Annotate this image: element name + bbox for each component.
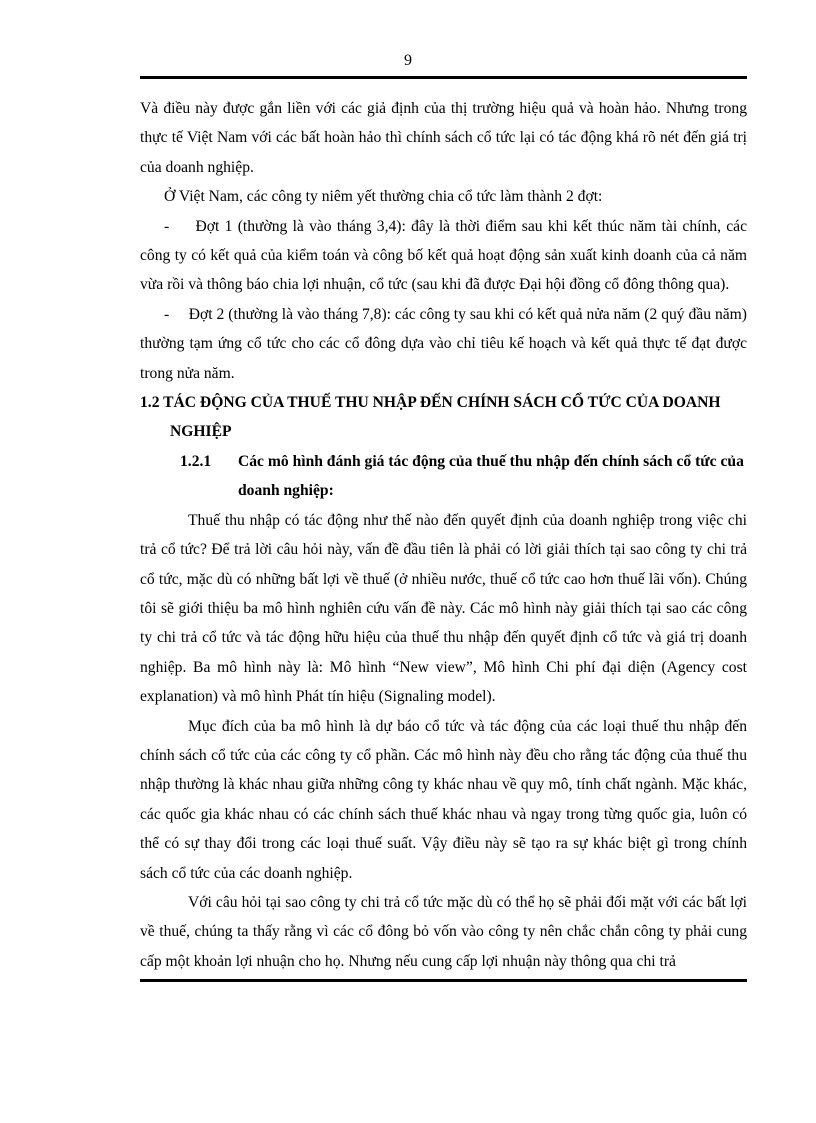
subsection-heading	[180, 447, 747, 506]
page-number: 9	[404, 52, 412, 69]
paragraph-model-purpose: Mục đích của ba mô hình là dự báo cổ tức và tác động của các loại thuế thu nhập đến chính sách cổ tức của các công ty cổ phần. Các mô hình này đều cho rằng tác động của thuế thu nhập thường là khác nhau giữa những công ty khác nhau về quy mô, tính chất ngành. Mặc khác, các quốc gia khác nhau có các chính sách thuế khác nhau và ngay trong từng quốc gia, luôn có thể có sự thay đổi trong các loại thuế suất. Vậy điều này sẽ tạo ra sự khác biệt gì trong chính sách cổ tức của các doanh nghiệp.	[140, 717, 747, 882]
section-heading: 1.2 TÁC ĐỘNG CỦA THUẾ THU NHẬP ĐẾN CHÍNH SÁCH CỔ TỨC CỦA DOANH NGHIỆP	[140, 394, 721, 441]
paragraph-dividend-rounds: Ở Việt Nam, các công ty niêm yết thường chia cổ tức làm thành 2 đợt:	[164, 188, 603, 206]
subsection-title: Các mô hình đánh giá tác động của thuế thu nhập đến chính sách cổ tức của doanh nghiệp:	[238, 452, 744, 500]
header-rule	[140, 76, 747, 79]
list-item-round-1: - Đợt 1 (thường là vào tháng 3,4): đây là thời điểm sau khi kết thúc năm tài chính, các công ty có kết quả của kiểm toán và công bố kết quả hoạt động sản xuất kinh doanh của cả năm vừa rồi và thông báo chia lợi nhuận, cổ tức (sau khi đã được Đại hội đồng cổ đông thông qua).	[140, 217, 751, 294]
list-item-round-2: - Đợt 2 (thường là vào tháng 7,8): các công ty sau khi có kết quả nửa năm (2 quý đầu năm) thường tạm ứng cổ tức cho các cổ đông dựa vào chỉ tiêu kế hoạch và kết quả thực tế đạt được trong nửa năm.	[140, 305, 751, 382]
paragraph-why-pay: Với câu hỏi tại sao công ty chi trả cổ tức mặc dù có thể họ sẽ phải đối mặt với các bất lợi về thuế, chúng ta thấy rằng vì các cổ đông bỏ vốn vào công ty nên chắc chắn công ty phải cung cấp một khoản lợi nhuận cho họ. Nhưng nếu cung cấp lợi nhuận này thông qua chi trả	[140, 893, 747, 970]
paragraph-tax-question: Thuế thu nhập có tác động như thế nào đến quyết định của doanh nghiệp trong việc chi trả cổ tức? Để trả lời câu hỏi này, vấn đề đầu tiên là phải có lời giải thích tại sao công ty chi trả cổ tức, mặc dù có những bất lợi về thuế (ở nhiều nước, thuế cổ tức cao hơn thuế lãi vốn). Chúng tôi sẽ giới thiệu ba mô hình nghiên cứu vấn đề này. Các mô hình này giải thích tại sao các công ty chi trả cổ tức và tác động hữu hiệu của thuế thu nhập đến quyết định cổ tức và giá trị doanh nghiệp. Ba mô hình này là: Mô hình “New view”, Mô hình Chi phí đại diện (Agency cost explanation) và mô hình Phát tín hiệu (Signaling model).	[140, 511, 747, 706]
page-body	[140, 94, 751, 976]
paragraph-intro: Và điều này được gắn liền với các giả định của thị trường hiệu quả và hoàn hảo. Nhưng trong thực tế Việt Nam với các bất hoàn hảo thì chính sách cổ tức lại có tác động khá rõ nét đến giá trị của doanh nghiệp.	[140, 100, 747, 176]
subsection-number: 1.2.1	[180, 452, 212, 470]
footer-rule	[140, 979, 747, 982]
